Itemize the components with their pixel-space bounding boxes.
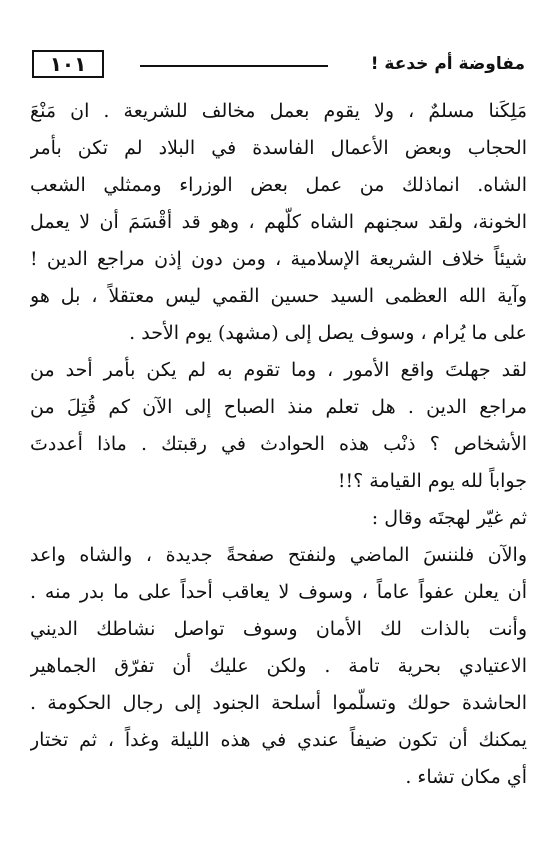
- text-line: الخونة، ولقد سجنهم الشاه كلّهم ، وهو قد أقْسَمَ أن لا يعمل: [30, 211, 527, 233]
- text-line: الاعتيادي بحرية تامة . ولكن عليك أن تفرّق الجماهير: [30, 655, 527, 677]
- text-line: لقد جهلتَ واقع الأمور ، وما تقوم به لم يكن بأمر أحد من: [30, 359, 527, 381]
- text-line: مراجع الدين . هل تعلم منذ الصباح إلى الآن كم قُتِلَ من: [30, 396, 527, 418]
- text-line: الشاه. انماذلك من عمل بعض الوزراء وممثلي الشعب: [30, 174, 527, 196]
- text-line: جواباً لله يوم القيامة ؟!!: [337, 470, 527, 492]
- text-line: أن يعلن عفواً عاماً ، وسوف لا يعاقب أحداً على ما بدر منه .: [30, 581, 527, 603]
- text-line: الأشخاص ؟ ذنْب هذه الحوادث في رقبتك . ماذا أعددتَ: [30, 433, 527, 455]
- text-line: على ما يُرام ، وسوف يصل إلى (مشهد) يوم الأحد .: [129, 322, 527, 344]
- text-line: ثم غيّر لهجتَه وقال :: [371, 507, 527, 529]
- running-title: مفاوضة أم خدعة !: [370, 54, 525, 74]
- page-header: [32, 50, 525, 80]
- text-line: الحجاب وبعض الأعمال الفاسدة في البلاد لم تكن بأمر: [30, 137, 527, 159]
- text-line: مَلِكَنا مسلمٌ ، ولا يقوم بعمل مخالف للشريعة . ان مَنْعَ: [30, 100, 527, 122]
- text-line: شيئاً خلاف الشريعة الإسلامية ، ومن دون إذن مراجع الدين !: [30, 248, 527, 270]
- text-line: وأنت بالذات لك الأمان وسوف تواصل نشاطك الديني: [30, 618, 527, 640]
- page-number: ١٠١: [32, 50, 104, 78]
- body-text: [30, 93, 527, 796]
- text-line: أي مكان تشاء .: [405, 766, 527, 788]
- text-line: وآية الله العظمى السيد حسين القمي ليس معتقلاً ، بل هو: [30, 285, 527, 307]
- text-line: الحاشدة حولك وتسلّموا أسلحة الجنود إلى رجال الحكومة .: [30, 692, 527, 714]
- text-line: يمكنك أن تكون ضيفاً عندي في هذه الليلة وغداً ، ثم تختار: [30, 729, 527, 751]
- text-line: والآن فلننسَ الماضي ولنفتح صفحةً جديدة ، والشاه واعد: [30, 544, 527, 566]
- header-rule: [140, 65, 328, 67]
